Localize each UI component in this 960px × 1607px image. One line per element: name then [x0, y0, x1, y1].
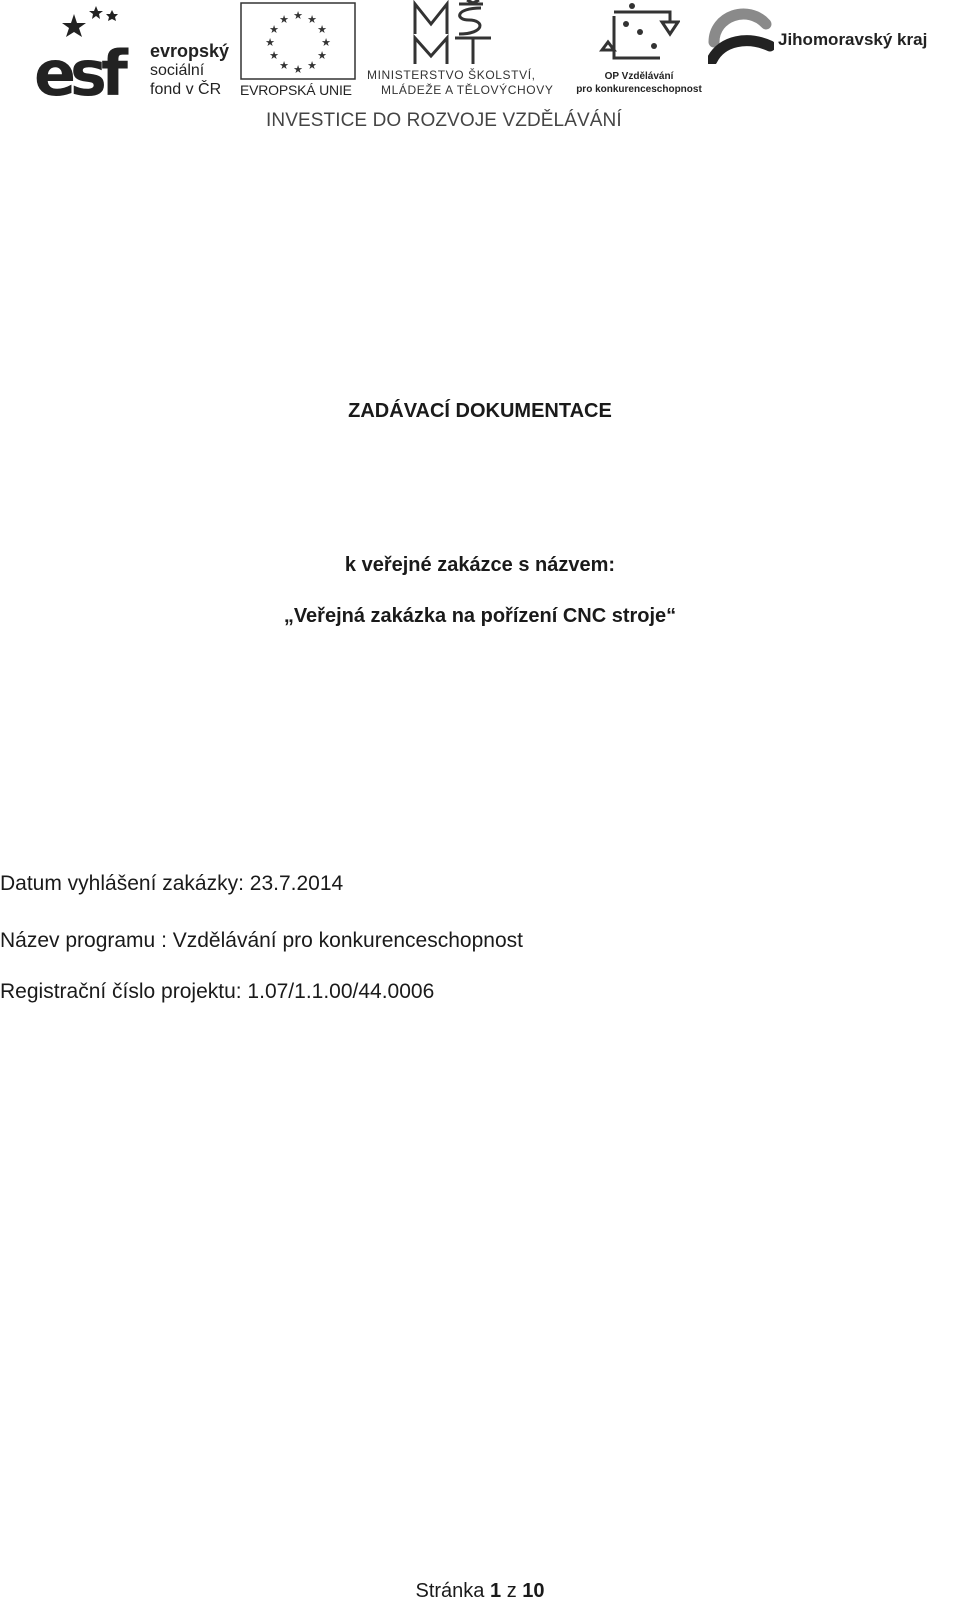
region-logo [708, 6, 958, 66]
esf-caption [150, 42, 229, 99]
svg-text:★: ★ [279, 13, 289, 26]
svg-text:★: ★ [293, 9, 303, 22]
op-caption [574, 70, 704, 96]
document-title: ZADÁVACÍ DOKUMENTACE [348, 400, 612, 422]
svg-text:★: ★ [321, 36, 331, 49]
registration-number: Registrační číslo projektu: 1.07/1.1.00/44.0006 [0, 980, 435, 1003]
msmt-caption-line1: MINISTERSTVO ŠKOLSTVÍ, [367, 68, 536, 82]
op-mark-icon [598, 2, 680, 68]
announcement-date: Datum vyhlášení zakázky: 23.7.2014 [0, 872, 344, 895]
program-name: Název programu : Vzdělávání pro konkurenceschopnost [0, 929, 523, 952]
op-caption-line1: OP Vzdělávání [604, 71, 674, 82]
op-logo [574, 0, 704, 98]
logo-band [0, 0, 960, 140]
svg-text:★: ★ [269, 49, 279, 62]
svg-text:★: ★ [269, 23, 279, 36]
footer-page-number: 1 [490, 1580, 502, 1602]
msmt-mark-icon [411, 0, 523, 68]
esf-logo [34, 4, 234, 99]
esf-caption-line3: fond v ČR [150, 81, 222, 98]
msmt-caption [367, 68, 553, 98]
slogan: INVESTICE DO ROZVOJE VZDĚLÁVÁNÍ [266, 110, 622, 131]
svg-text:★: ★ [317, 23, 327, 36]
esf-caption-line1: evropský [150, 41, 230, 61]
svg-text:★: ★ [279, 59, 289, 72]
eu-logo [240, 2, 358, 98]
contract-name: „Veřejná zakázka na pořízení CNC stroje“ [283, 605, 677, 627]
svg-text:★: ★ [307, 59, 317, 72]
op-caption-line2: pro konkurenceschopnost [576, 84, 702, 95]
esf-mark-icon [34, 4, 146, 99]
svg-text:esf: esf [34, 37, 122, 99]
svg-text:★: ★ [317, 49, 327, 62]
region-mark-icon [708, 6, 774, 64]
footer-page-total: 10 [522, 1580, 545, 1602]
svg-text:★: ★ [293, 63, 303, 76]
eu-caption: EVROPSKÁ UNIE [240, 82, 352, 98]
footer-prefix: Stránka [415, 1580, 485, 1602]
region-caption: Jihomoravský kraj [778, 30, 928, 49]
document-subtitle: k veřejné zakázce s názvem: [344, 554, 616, 576]
msmt-logo [365, 0, 570, 98]
svg-text:★: ★ [265, 36, 275, 49]
msmt-caption-line2: MLÁDEŽE A TĚLOVÝCHOVY [381, 83, 554, 97]
svg-text:★: ★ [307, 13, 317, 26]
eu-flag-icon [240, 2, 356, 80]
esf-caption-line2: sociální [150, 62, 205, 79]
page-footer [0, 1580, 960, 1603]
footer-separator: z [506, 1580, 517, 1602]
